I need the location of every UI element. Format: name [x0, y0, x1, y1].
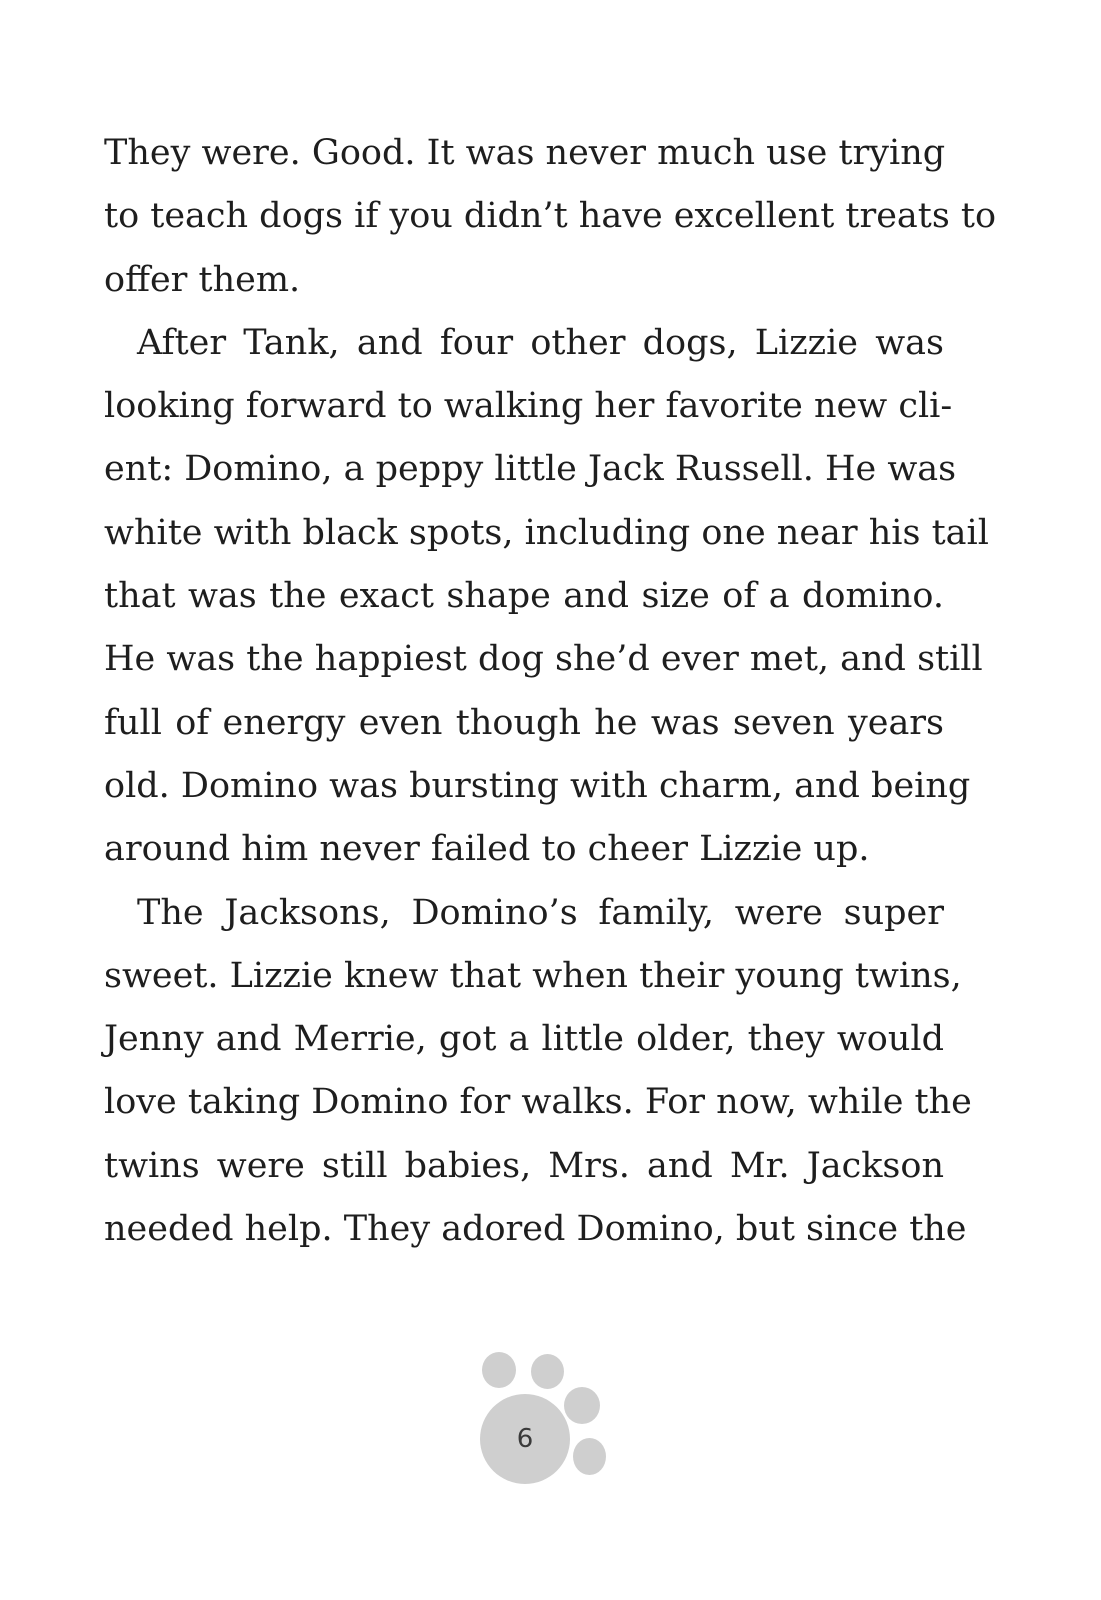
text-line: The Jacksons, Domino’s family, were super [137, 892, 944, 933]
text-line: needed help. They adored Domino, but since the [104, 1209, 967, 1250]
text-line: twins were still babies, Mrs. and Mr. Jackson [104, 1145, 944, 1186]
text-line: old. Domino was bursting with charm, and being [104, 765, 971, 806]
text-line: to teach dogs if you didn’t have excellent treats to [104, 196, 997, 237]
paw-toe [573, 1438, 606, 1475]
text-line: ent: Domino, a peppy little Jack Russell. He was [104, 449, 957, 490]
text-line: He was the happiest dog she’d ever met, and still [104, 639, 983, 680]
text-line: After Tank, and four other dogs, Lizzie was [137, 322, 944, 363]
paw-toe [482, 1352, 516, 1388]
text-line: white with black spots, including one near his tail [104, 512, 989, 553]
text-line: sweet. Lizzie knew that when their young twins, [104, 955, 962, 996]
paw-print-icon [480, 1350, 610, 1485]
page-number: 6 [516, 1424, 534, 1454]
text-line: offer them. [104, 259, 301, 300]
body-text [104, 122, 997, 1261]
text-line: that was the exact shape and size of a domino. [104, 576, 944, 617]
text-line: looking forward to walking her favorite new cli- [104, 386, 953, 427]
text-line: love taking Domino for walks. For now, while the [104, 1082, 972, 1123]
text-line: around him never failed to cheer Lizzie up. [104, 829, 870, 870]
text-line: Jenny and Merrie, got a little older, they would [104, 1019, 944, 1060]
text-line: They were. Good. It was never much use trying [104, 133, 946, 173]
paw-toe [531, 1354, 564, 1389]
text-line: full of energy even though he was seven years [104, 702, 944, 743]
